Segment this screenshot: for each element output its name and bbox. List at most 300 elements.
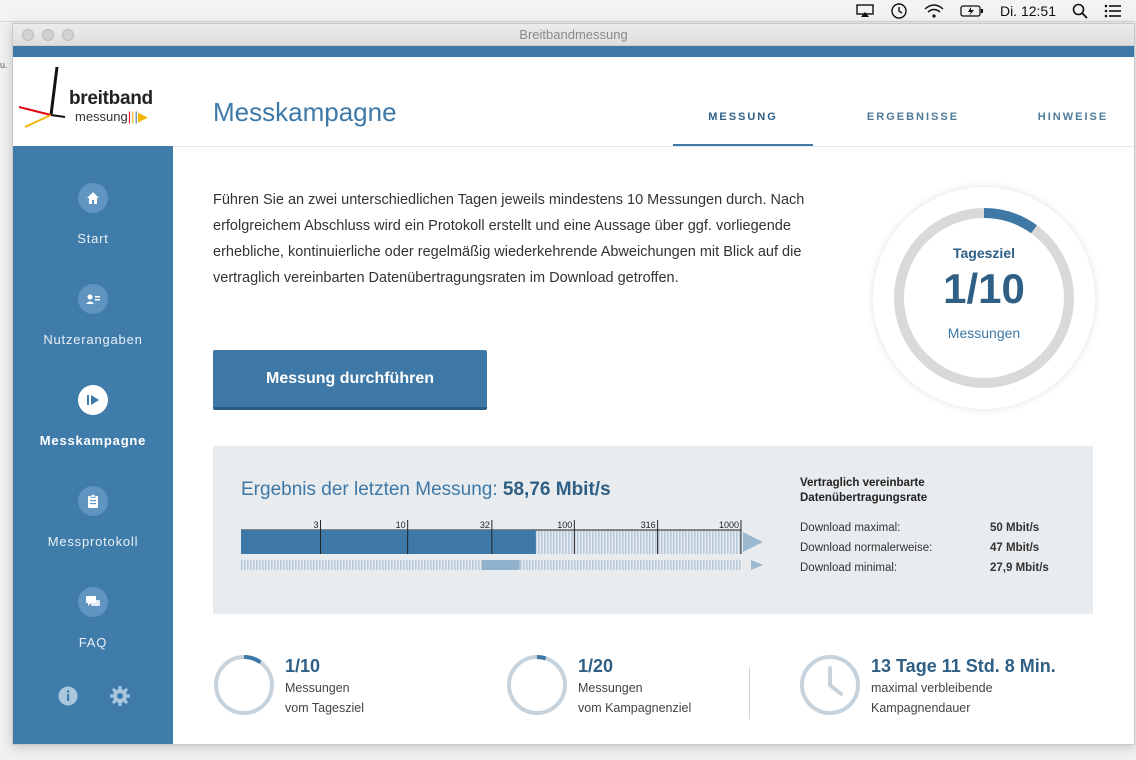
scale-stripe <box>544 530 546 554</box>
scale-stripe <box>661 530 663 554</box>
contract-row-normal: Download normalerweise: 47 Mbit/s <box>800 542 1040 554</box>
contract-row-max: Download maximal: 50 Mbit/s <box>800 522 1040 534</box>
sidebar-item-start[interactable] <box>13 183 173 283</box>
scale-stripe-lower <box>673 560 675 570</box>
scale-stripe-lower <box>721 560 723 570</box>
stat-daily-progress-ring <box>213 654 275 716</box>
time-machine-icon[interactable] <box>890 0 908 22</box>
scale-stripe-lower <box>376 560 378 570</box>
scale-stripe <box>559 530 561 554</box>
scale-stripe <box>718 530 720 554</box>
scale-stripe-lower <box>685 560 687 570</box>
scale-tick-label: 1000 <box>718 520 739 530</box>
scale-stripe <box>577 530 579 554</box>
sidebar-item-nutzerangaben[interactable] <box>13 284 173 384</box>
sidebar-item-label: Start <box>77 231 109 246</box>
sidebar-item-label: Messprotokoll <box>47 534 139 549</box>
scale-stripe-lower <box>454 560 456 570</box>
daily-goal-value: 1/10 <box>943 265 1025 312</box>
scale-stripe-lower <box>601 560 603 570</box>
scale-stripe-lower <box>700 560 702 570</box>
scale-stripe <box>556 530 558 554</box>
scale-stripe <box>637 530 639 554</box>
scale-stripe-lower <box>418 560 420 570</box>
scale-stripe-lower <box>421 560 423 570</box>
scale-stripe-lower <box>445 560 447 570</box>
scale-stripe-lower <box>244 560 246 570</box>
scale-stripe-lower <box>625 560 627 570</box>
scale-tick-label: 100 <box>557 520 573 530</box>
scale-stripe-lower <box>733 560 735 570</box>
scale-stripe-lower <box>394 560 396 570</box>
scale-stripe <box>715 530 717 554</box>
scale-stripe-lower <box>415 560 417 570</box>
scale-stripe <box>739 530 741 554</box>
scale-stripe-lower <box>697 560 699 570</box>
scale-stripe <box>568 530 570 554</box>
scale-stripe <box>562 530 564 554</box>
scale-stripe-lower <box>283 560 285 570</box>
airplay-icon[interactable] <box>856 0 874 22</box>
scale-stripe-lower <box>544 560 546 570</box>
scale-stripe-lower <box>424 560 426 570</box>
scale-stripe <box>658 530 660 554</box>
scale-stripe <box>634 530 636 554</box>
app-logo[interactable] <box>13 57 173 146</box>
scale-stripe <box>625 530 627 554</box>
tab-ergebnisse[interactable]: ERGEBNISSE <box>866 111 960 123</box>
scale-stripe-lower <box>682 560 684 570</box>
scale-stripe-lower <box>241 560 243 570</box>
scale-stripe-lower <box>616 560 618 570</box>
tab-bar <box>673 104 1133 146</box>
scale-stripe-lower <box>322 560 324 570</box>
scale-stripe <box>607 530 609 554</box>
scale-stripe <box>565 530 567 554</box>
scale-stripe <box>580 530 582 554</box>
battery-icon[interactable] <box>960 0 984 22</box>
scale-stripe-lower <box>565 560 567 570</box>
scale-stripe-lower <box>652 560 654 570</box>
scale-stripe <box>610 530 612 554</box>
run-measurement-button[interactable]: Messung durchführen <box>213 350 487 410</box>
scale-stripe <box>643 530 645 554</box>
scale-stripe <box>691 530 693 554</box>
scale-stripe-lower <box>433 560 435 570</box>
scale-stripe-lower <box>286 560 288 570</box>
scale-stripe <box>550 530 552 554</box>
scale-stripe-lower <box>580 560 582 570</box>
sidebar <box>13 57 173 745</box>
sidebar-item-label: Nutzerangaben <box>43 332 143 347</box>
scale-stripe-lower <box>319 560 321 570</box>
menubar-clock[interactable]: Di. 12:51 <box>999 2 1056 19</box>
stat-remaining-line1: maximal verbleibende <box>871 681 993 695</box>
scale-stripe <box>682 530 684 554</box>
scale-stripe-lower <box>475 560 477 570</box>
stat-campaign-line2: vom Kampagnenziel <box>578 701 692 715</box>
scale-stripe <box>571 530 573 554</box>
scale-stripe <box>733 530 735 554</box>
scale-stripe-lower <box>628 560 630 570</box>
scale-stripe-lower <box>256 560 258 570</box>
scale-stripe-lower <box>379 560 381 570</box>
scale-stripe-lower <box>334 560 336 570</box>
scale-stripe-lower <box>331 560 333 570</box>
scale-stripe-lower <box>439 560 441 570</box>
scale-stripe-lower <box>397 560 399 570</box>
scale-stripe-lower <box>535 560 537 570</box>
scale-stripe-lower <box>730 560 732 570</box>
scale-stripe-lower <box>271 560 273 570</box>
scale-stripe-lower <box>658 560 660 570</box>
scale-stripe-lower <box>442 560 444 570</box>
scale-stripe <box>673 530 675 554</box>
scale-stripe <box>685 530 687 554</box>
wifi-icon[interactable] <box>924 0 944 22</box>
scale-stripe-lower <box>664 560 666 570</box>
scale-stripe-lower <box>676 560 678 570</box>
scale-stripe-lower <box>280 560 282 570</box>
scale-stripe <box>601 530 603 554</box>
user-card-icon <box>78 284 108 314</box>
scale-stripe-lower <box>679 560 681 570</box>
top-stripe <box>13 46 1134 57</box>
scale-stripe-lower <box>643 560 645 570</box>
clipboard-icon <box>78 486 108 516</box>
scale-stripe-lower <box>328 560 330 570</box>
scale-stripe-lower <box>382 560 384 570</box>
contract-range-bar <box>482 560 520 570</box>
scale-stripe-lower <box>520 560 522 570</box>
sidebar-item-messprotokoll[interactable] <box>13 486 173 586</box>
scale-stripe-lower <box>307 560 309 570</box>
scale-stripe-lower <box>289 560 291 570</box>
scale-stripe-lower <box>325 560 327 570</box>
scale-stripe <box>712 530 714 554</box>
stat-daily-line2: vom Tagesziel <box>285 701 364 715</box>
menu-bar <box>0 0 1136 22</box>
scale-stripe <box>688 530 690 554</box>
scale-stripe <box>664 530 666 554</box>
scale-stripe <box>676 530 678 554</box>
sidebar-item-faq[interactable] <box>13 587 173 687</box>
scale-stripe-lower <box>538 560 540 570</box>
scale-stripe-lower <box>727 560 729 570</box>
scale-stripe-lower <box>472 560 474 570</box>
intro-text: Führen Sie an zwei unterschiedlichen Tagen jeweils mindestens 10 Messungen durch. Nach erfolgreichem Abschluss wird ein Protokoll erstellt und eine Aussage über ggf. vorliegende erhebliche, kontinuierliche oder regelmäßig wiederkehrende Abweichungen mit Blick auf die vertraglich vereinbarten Datenübertragungsraten im Download getroffen. <box>213 192 805 286</box>
stat-campaign-line1: Messungen <box>578 681 643 695</box>
scale-stripe <box>538 530 540 554</box>
stat-campaign-progress-ring <box>506 654 568 716</box>
scale-stripe <box>622 530 624 554</box>
scale-stripe-lower <box>736 560 738 570</box>
scale-stripe-lower <box>592 560 594 570</box>
scale-stripe-lower <box>640 560 642 570</box>
scale-stripe-lower <box>400 560 402 570</box>
header-divider <box>173 146 1135 147</box>
scale-stripe-lower <box>355 560 357 570</box>
scale-stripe-lower <box>706 560 708 570</box>
sidebar-item-messkampagne[interactable] <box>13 385 173 485</box>
scale-stripe-lower <box>268 560 270 570</box>
stat-daily-goal <box>213 654 364 724</box>
scale-stripe-lower <box>655 560 657 570</box>
scale-stripe-lower <box>304 560 306 570</box>
stat-daily-line1: Messungen <box>285 681 350 695</box>
scale-arrow-upper <box>743 532 763 552</box>
scale-stripe-lower <box>436 560 438 570</box>
scale-stripe-lower <box>451 560 453 570</box>
scale-stripe-lower <box>358 560 360 570</box>
scale-stripe-lower <box>586 560 588 570</box>
scale-stripe-lower <box>703 560 705 570</box>
scale-stripe-lower <box>313 560 315 570</box>
contract-heading: Vertraglich vereinbarte Datenübertragungsrate <box>800 477 928 504</box>
scale-stripe-lower <box>448 560 450 570</box>
scale-stripe-lower <box>739 560 741 570</box>
minimize-window-button[interactable] <box>42 29 54 41</box>
scale-stripe-lower <box>409 560 411 570</box>
scale-stripe-lower <box>388 560 390 570</box>
last-result-panel <box>213 446 1093 614</box>
scale-stripe-lower <box>577 560 579 570</box>
scale-stripe-lower <box>337 560 339 570</box>
scale-stripe-lower <box>550 560 552 570</box>
scale-stripe <box>724 530 726 554</box>
scale-stripe-lower <box>712 560 714 570</box>
daily-goal-unit: Messungen <box>947 325 1021 341</box>
stat-remaining-time <box>799 654 1056 724</box>
scale-stripe-lower <box>262 560 264 570</box>
scale-stripe-lower <box>661 560 663 570</box>
scale-tick-label: 3 <box>313 520 319 530</box>
stat-campaign-value: 1/20 <box>578 656 614 676</box>
scale-stripe-lower <box>694 560 696 570</box>
scale-stripe <box>670 530 672 554</box>
scale-stripe-lower <box>670 560 672 570</box>
scale-stripe-lower <box>292 560 294 570</box>
scale-stripe-lower <box>352 560 354 570</box>
scale-stripe-lower <box>361 560 363 570</box>
scale-stripe-lower <box>250 560 252 570</box>
scale-stripe-lower <box>277 560 279 570</box>
scale-stripe-lower <box>316 560 318 570</box>
scale-stripe-lower <box>526 560 528 570</box>
scale-stripe-lower <box>367 560 369 570</box>
scale-stripe-lower <box>637 560 639 570</box>
scale-stripe <box>694 530 696 554</box>
scale-stripe-lower <box>364 560 366 570</box>
scale-stripe <box>646 530 648 554</box>
scale-stripe-lower <box>559 560 561 570</box>
scale-stripe <box>592 530 594 554</box>
gear-icon[interactable] <box>109 685 131 707</box>
scale-stripe <box>652 530 654 554</box>
scale-stripe-lower <box>385 560 387 570</box>
zoom-window-button[interactable] <box>62 29 74 41</box>
scale-stripe-lower <box>469 560 471 570</box>
app-window <box>12 23 1135 745</box>
scale-stripe <box>613 530 615 554</box>
scale-stripe-lower <box>427 560 429 570</box>
scale-stripe-lower <box>463 560 465 570</box>
daily-goal-heading: Tagesziel <box>953 245 1015 261</box>
window-controls <box>22 29 74 41</box>
scale-stripe <box>619 530 621 554</box>
scale-stripe-lower <box>688 560 690 570</box>
scale-stripe <box>706 530 708 554</box>
play-icon <box>78 385 108 415</box>
scale-stripe <box>589 530 591 554</box>
scale-stripe-lower <box>553 560 555 570</box>
logo-text-messung: messung|||▶ <box>75 109 148 124</box>
scale-stripe-lower <box>631 560 633 570</box>
stat-campaign-goal <box>506 654 692 724</box>
scale-stripe <box>640 530 642 554</box>
scale-stripe-lower <box>529 560 531 570</box>
scale-stripe <box>697 530 699 554</box>
scale-stripe <box>541 530 543 554</box>
scale-stripe-lower <box>583 560 585 570</box>
scale-stripe <box>667 530 669 554</box>
last-result-label: Ergebnis der letzten Messung: <box>241 479 498 500</box>
scale-stripe <box>583 530 585 554</box>
scale-stripe-lower <box>310 560 312 570</box>
scale-stripe <box>709 530 711 554</box>
window-title: Breitbandmessung <box>519 27 628 42</box>
scale-stripe <box>604 530 606 554</box>
scale-stripe-lower <box>556 560 558 570</box>
scale-stripe-lower <box>412 560 414 570</box>
scale-stripe-lower <box>373 560 375 570</box>
spotlight-search-icon[interactable] <box>1072 0 1088 22</box>
scale-tick-label: 32 <box>479 520 490 530</box>
scale-stripe <box>700 530 702 554</box>
scale-stripe-lower <box>589 560 591 570</box>
scale-stripe-lower <box>610 560 612 570</box>
scale-stripe <box>553 530 555 554</box>
scale-stripe-lower <box>301 560 303 570</box>
scale-stripe-lower <box>724 560 726 570</box>
scale-stripe-lower <box>349 560 351 570</box>
sidebar-footer <box>57 685 131 707</box>
scale-stripe <box>628 530 630 554</box>
sidebar-item-label: Messkampagne <box>39 433 147 448</box>
scale-stripe <box>721 530 723 554</box>
tab-hinweise[interactable]: HINWEISE <box>1037 111 1109 123</box>
tab-messung[interactable]: MESSUNG <box>673 104 813 146</box>
scale-stripe-lower <box>430 560 432 570</box>
chat-icon <box>78 587 108 617</box>
scale-stripe-lower <box>571 560 573 570</box>
scale-stripe <box>547 530 549 554</box>
scale-stripe-lower <box>274 560 276 570</box>
scale-stripe-lower <box>460 560 462 570</box>
background-window-fragment: u. <box>0 60 8 70</box>
scale-stripe <box>736 530 738 554</box>
scale-stripe-lower <box>532 560 534 570</box>
scale-stripe-lower <box>649 560 651 570</box>
scale-stripe-lower <box>340 560 342 570</box>
scale-stripe-lower <box>646 560 648 570</box>
scale-stripe <box>655 530 657 554</box>
contract-rates <box>800 476 1070 578</box>
scale-stripe <box>679 530 681 554</box>
scale-stripe-lower <box>607 560 609 570</box>
clock-icon <box>799 654 861 716</box>
scale-stripe-lower <box>370 560 372 570</box>
stat-remaining-line2: Kampagnendauer <box>871 701 971 715</box>
scale-stripe <box>586 530 588 554</box>
scale-stripe <box>631 530 633 554</box>
stats-divider <box>749 667 750 719</box>
scale-stripe-lower <box>667 560 669 570</box>
scale-stripe-lower <box>403 560 405 570</box>
scale-stripe-lower <box>598 560 600 570</box>
scale-stripe-lower <box>619 560 621 570</box>
home-icon <box>78 183 108 213</box>
sidebar-item-label: FAQ <box>78 635 108 650</box>
title-bar <box>13 24 1134 46</box>
scale-stripe <box>616 530 618 554</box>
scale-stripe <box>598 530 600 554</box>
scale-tick-label: 316 <box>640 520 656 530</box>
scale-stripe-lower <box>691 560 693 570</box>
scale-stripe-lower <box>622 560 624 570</box>
scale-arrow-lower <box>751 560 763 570</box>
scale-stripe-lower <box>574 560 576 570</box>
scale-stripe-lower <box>343 560 345 570</box>
scale-stripe-lower <box>478 560 480 570</box>
contract-row-min: Download minimal: 27,9 Mbit/s <box>800 562 1049 574</box>
stat-remaining-value: 13 Tage 11 Std. 8 Min. <box>871 656 1056 676</box>
scale-stripe-lower <box>718 560 720 570</box>
scale-stripe-lower <box>247 560 249 570</box>
scale-stripe <box>730 530 732 554</box>
close-window-button[interactable] <box>22 29 34 41</box>
daily-goal-ring <box>873 187 1095 409</box>
scale-stripe-lower <box>595 560 597 570</box>
scale-stripe-lower <box>391 560 393 570</box>
scale-stripe-lower <box>541 560 543 570</box>
speed-scale <box>241 518 781 578</box>
scale-stripe <box>595 530 597 554</box>
notification-center-icon[interactable] <box>1104 0 1122 22</box>
scale-stripe-lower <box>298 560 300 570</box>
scale-stripe-lower <box>523 560 525 570</box>
scale-stripe-lower <box>613 560 615 570</box>
scale-stripe <box>649 530 651 554</box>
last-result-value: 58,76 Mbit/s <box>502 479 611 500</box>
scale-stripe-lower <box>562 560 564 570</box>
scale-stripe-lower <box>568 560 570 570</box>
page-title: Messkampagne <box>213 97 397 127</box>
scale-tick-label: 10 <box>395 520 406 530</box>
scale-stripe-lower <box>715 560 717 570</box>
scale-stripe-lower <box>259 560 261 570</box>
info-icon[interactable] <box>57 685 79 707</box>
scale-stripe-lower <box>406 560 408 570</box>
scale-stripe-lower <box>547 560 549 570</box>
scale-stripe-lower <box>709 560 711 570</box>
last-result-title <box>241 479 611 501</box>
scale-stripe-lower <box>265 560 267 570</box>
scale-stripe-lower <box>346 560 348 570</box>
logo-text-breitband: breitband <box>69 88 153 109</box>
logo-mark-icon <box>13 57 73 146</box>
scale-stripe-lower <box>295 560 297 570</box>
